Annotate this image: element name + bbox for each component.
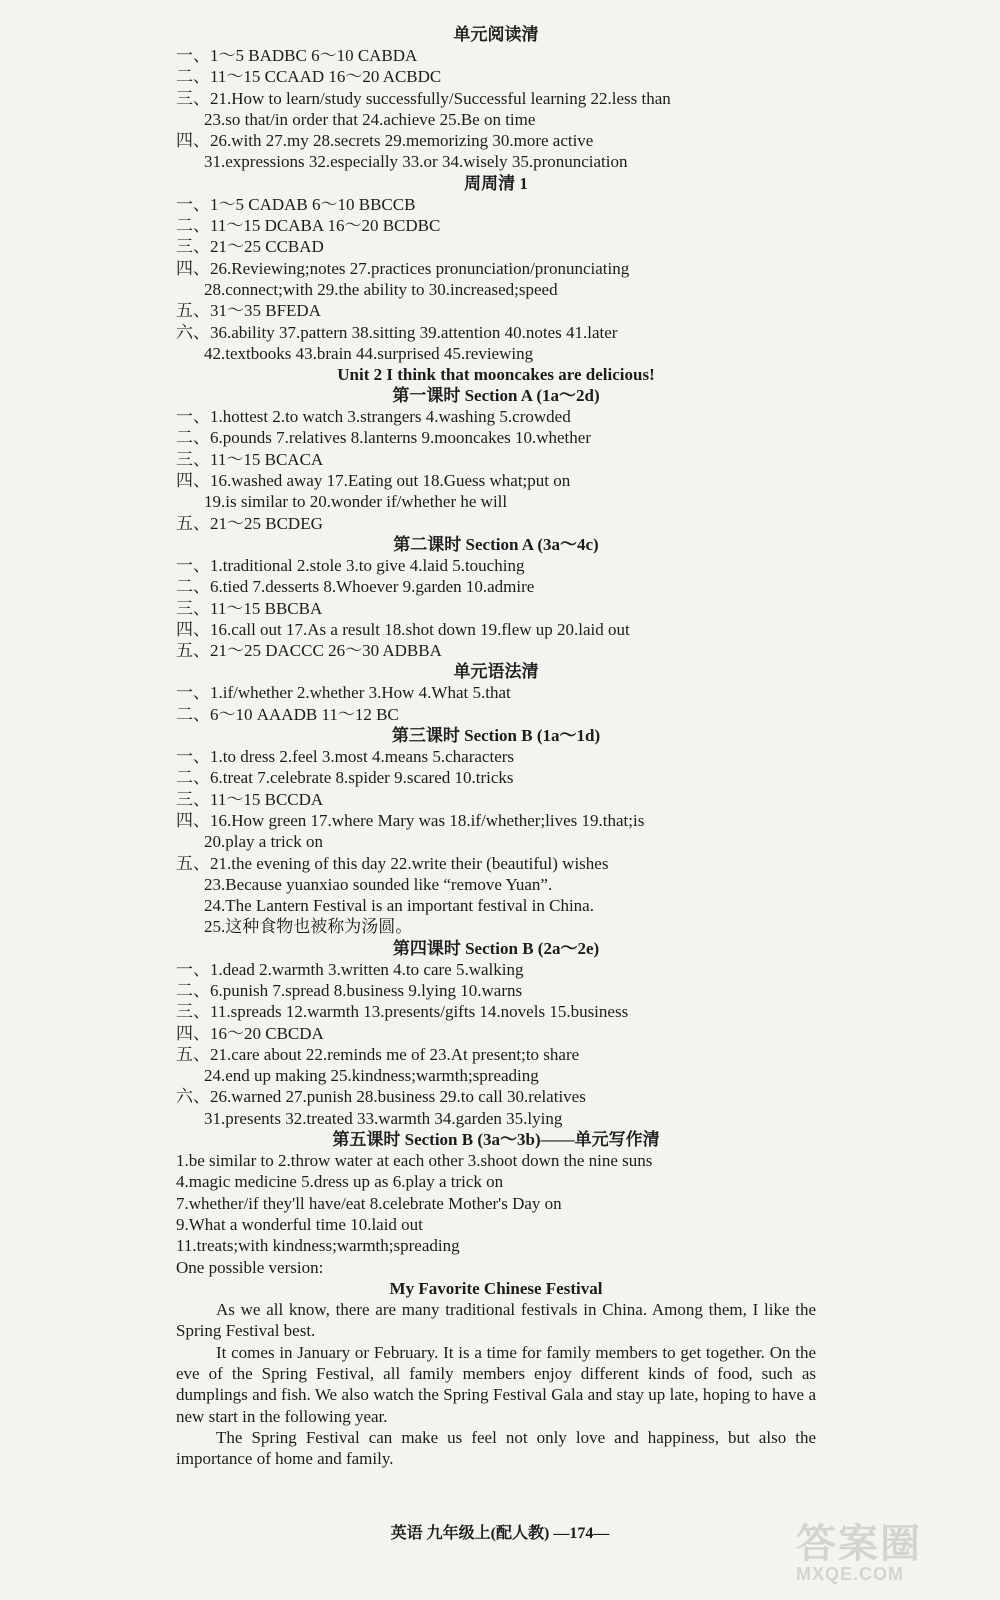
answer-line: 二、6.treat 7.celebrate 8.spider 9.scared 10.tricks [176, 768, 514, 788]
answer-line: 五、21～25 DACCC 26～30 ADBBA [176, 641, 442, 661]
answer-line: 28.connect;with 29.the ability to 30.increased;speed [204, 279, 558, 299]
essay-paragraph: It comes in January or February. It is a time for family members to get together. On the eve of the Spring Festival, all family members enjoy different kinds of food, such as dumplings and fish. We also watch the Spring Festival Gala and stay up late, hoping to have a new start in the following year. [176, 1342, 816, 1426]
essay-paragraph: The Spring Festival can make us feel not only love and happiness, but also the importance of home and family. [176, 1427, 816, 1469]
answer-line: 二、6.pounds 7.relatives 8.lanterns 9.mooncakes 10.whether [176, 428, 591, 448]
section-heading: 第一课时 Section A (1a～2d) [392, 386, 600, 406]
answer-line: 一、1.traditional 2.stole 3.to give 4.laid 5.touching [176, 555, 525, 575]
answer-line: 一、1.to dress 2.feel 3.most 4.means 5.characters [176, 747, 515, 767]
answer-line: 31.expressions 32.especially 33.or 34.wisely 35.pronunciation [204, 152, 628, 172]
section-heading: 周周清 1 [464, 173, 528, 193]
answer-line: 23.Because yuanxiao sounded like “remove Yuan”. [204, 874, 553, 894]
answer-line: 五、21～25 BCDEG [176, 513, 323, 533]
answer-line: 四、26.with 27.my 28.secrets 29.memorizing 30.more active [176, 131, 594, 151]
watermark-logo [796, 1521, 976, 1586]
answer-line: 六、26.warned 27.punish 28.business 29.to call 30.relatives [176, 1087, 586, 1107]
answer-line: 五、21.care about 22.reminds me of 23.At present;to share [176, 1044, 580, 1064]
section-heading: 第三课时 Section B (1a～1d) [391, 726, 601, 746]
answer-line: 五、21.the evening of this day 22.write their (beautiful) wishes [176, 853, 609, 873]
answer-line: One possible version: [176, 1257, 324, 1277]
answer-line: 一、1.dead 2.warmth 3.written 4.to care 5.walking [176, 959, 524, 979]
answer-line: 1.be similar to 2.throw water at each other 3.shoot down the nine suns [176, 1151, 653, 1171]
answer-line: 四、16.call out 17.As a result 18.shot down 19.flew up 20.laid out [176, 619, 630, 639]
answer-line: 二、11～15 CCAAD 16～20 ACBDC [176, 67, 442, 87]
section-heading: 单元语法清 [453, 662, 539, 682]
answer-line: 二、6～10 AAADB 11～12 BC [176, 704, 399, 724]
page-footer: 英语 九年级上(配人教) —174— [390, 1525, 610, 1542]
answer-line: 二、11～15 DCABA 16～20 BCDBC [176, 216, 441, 236]
answer-line: 19.is similar to 20.wonder if/whether he will [204, 492, 508, 512]
section-heading: 第二课时 Section A (3a～4c) [393, 534, 599, 554]
answer-line: 三、11.spreads 12.warmth 13.presents/gifts 14.novels 15.business [176, 1002, 629, 1022]
answer-line: 7.whether/if they'll have/eat 8.celebrate Mother's Day on [176, 1193, 562, 1213]
answer-line: 三、21～25 CCBAD [176, 237, 324, 257]
answer-line: 二、6.tied 7.desserts 8.Whoever 9.garden 10.admire [176, 577, 535, 597]
answer-line: 四、16.washed away 17.Eating out 18.Guess what;put on [176, 471, 571, 491]
answer-line: 三、11～15 BCACA [176, 449, 324, 469]
essay-title: My Favorite Chinese Festival [389, 1278, 603, 1298]
answer-line: 4.magic medicine 5.dress up as 6.play a trick on [176, 1172, 504, 1192]
answer-line: 42.textbooks 43.brain 44.surprised 45.reviewing [204, 343, 534, 363]
watermark-url: MXQE.COM [796, 1564, 905, 1584]
answer-line: 23.so that/in order that 24.achieve 25.Be on time [204, 109, 536, 129]
answer-line: 四、16.How green 17.where Mary was 18.if/whether;lives 19.that;is [176, 810, 645, 830]
watermark-mark: 答案圈 [796, 1521, 922, 1566]
answer-line: 24.The Lantern Festival is an important festival in China. [204, 896, 594, 916]
answer-line: 三、21.How to learn/study successfully/Successful learning 22.less than [176, 88, 671, 108]
answer-lines [176, 24, 816, 1278]
answer-line: 六、36.ability 37.pattern 38.sitting 39.attention 40.notes 41.later [176, 322, 618, 342]
answer-line: 二、6.punish 7.spread 8.business 9.lying 10.warns [176, 980, 523, 1000]
answer-line: 31.presents 32.treated 33.warmth 34.garden 35.lying [204, 1108, 563, 1128]
answer-line: 五、31～35 BFEDA [176, 301, 321, 321]
answer-line: 9.What a wonderful time 10.laid out [176, 1214, 423, 1234]
essay-paragraph: As we all know, there are many traditional festivals in China. Among them, I like the Spring Festival best. [176, 1300, 816, 1341]
answer-line: 三、11～15 BCCDA [176, 789, 324, 809]
answer-line: 一、1～5 CADAB 6～10 BBCCB [176, 194, 416, 214]
answer-line: 四、26.Reviewing;notes 27.practices pronunciation/pronunciating [176, 258, 630, 278]
answer-line: 24.end up making 25.kindness;warmth;spreading [204, 1066, 539, 1086]
answer-line: 一、1.if/whether 2.whether 3.How 4.What 5.that [176, 683, 511, 703]
section-heading: 单元阅读清 [453, 25, 539, 44]
answer-line: 四、16～20 CBCDA [176, 1023, 324, 1043]
section-heading: 第五课时 Section B (3a～3b)——单元写作清 [332, 1130, 660, 1150]
answer-line: 一、1～5 BADBC 6～10 CABDA [176, 46, 418, 65]
section-heading: Unit 2 I think that mooncakes are delicious! [337, 365, 655, 385]
answer-page [176, 24, 816, 1470]
answer-line: 25.这种食物也被称为汤圆。 [204, 917, 413, 937]
answer-line: 三、11～15 BBCBA [176, 598, 323, 618]
answer-line: 一、1.hottest 2.to watch 3.strangers 4.washing 5.crowded [176, 407, 571, 427]
answer-line: 20.play a trick on [204, 832, 323, 852]
answer-line: 11.treats;with kindness;warmth;spreading [176, 1236, 460, 1256]
essay-body [176, 1299, 816, 1469]
section-heading: 第四课时 Section B (2a～2e) [392, 938, 600, 958]
